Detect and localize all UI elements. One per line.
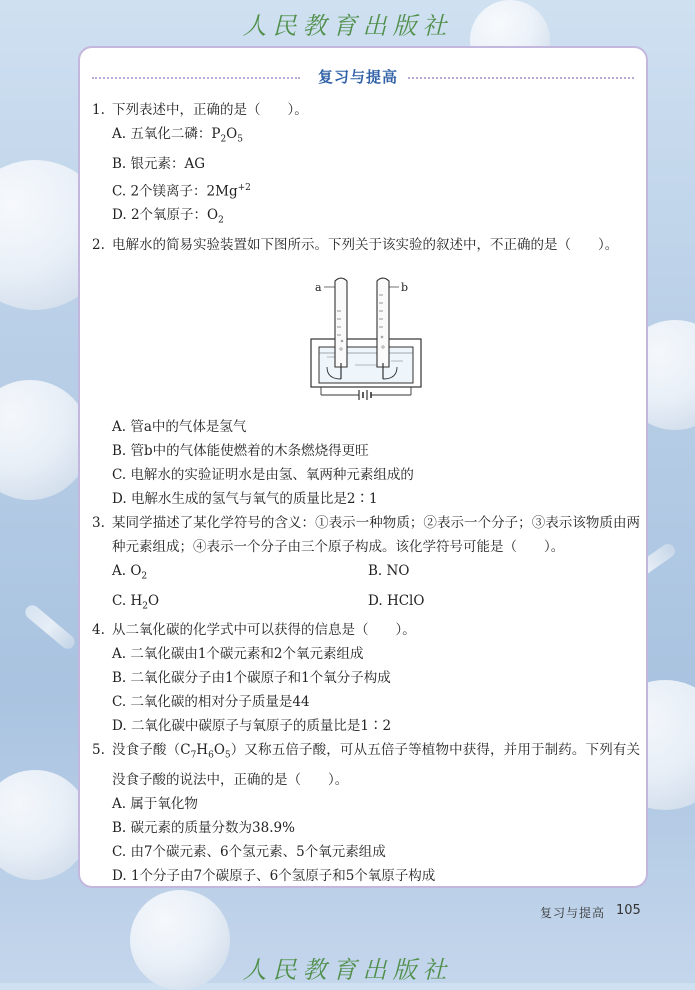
option-d: D. 电解水生成的氢气与氧气的质量比是2∶1 — [112, 490, 378, 507]
questions-list — [92, 98, 640, 888]
option-d: D. HClO — [368, 592, 425, 609]
option-b: B. 银元素：AG — [112, 155, 206, 172]
option-a: A. 二氧化碳由1个碳元素和2个氧元素组成 — [112, 646, 364, 663]
option-c: C. 电解水的实验证明水是由氢、氧两种元素组成的 — [112, 466, 414, 483]
question-stem: 没食子酸$(C_7H_6O_5)$又称五倍子酸，可从五倍子等植物中获得，并用于制药。下列有关没食子酸的说法中，正确的是（ ）。 — [112, 742, 640, 788]
option-c: C. 二氧化碳的相对分子质量是44 — [112, 694, 310, 711]
option-a: A. 属于氧化物 — [112, 795, 198, 812]
publisher-logo-bottom: 人民教育出版社 — [242, 956, 453, 984]
tube-b-label: b — [401, 280, 409, 294]
option-a: A. $O_2$ — [112, 562, 148, 582]
question-stem: 某同学描述了某化学符号的含义：①表示一种物质；②表示一个分子；③表示该物质由两种元素组成；④表示一个分子由三个原子构成。该化学符号可能是（ ）。 — [112, 514, 640, 555]
question-number: 2. — [92, 236, 105, 253]
options-row — [92, 559, 640, 589]
page-number: 105 — [616, 903, 641, 918]
tube-a-label: a — [315, 280, 322, 294]
option-b: B. 二氧化碳分子由1个碳原子和1个氧分子构成 — [112, 670, 391, 687]
footer-section-name: 复习与提高 — [540, 906, 606, 920]
question-stem: 从二氧化碳的化学式中可以获得的信息是（ ）。 — [112, 622, 416, 639]
question-5 — [92, 738, 640, 888]
header-dotted-line-left — [92, 77, 300, 79]
background-sphere — [0, 380, 90, 500]
content-card — [78, 46, 648, 888]
option-d: D. 1个分子由7个碳原子、6个氢原子和5个氧原子构成 — [112, 867, 436, 884]
background-sphere — [0, 770, 90, 880]
publisher-logo-top: 人民教育出版社 — [242, 12, 453, 40]
option-a: A. 管a中的气体是氢气 — [112, 418, 247, 435]
question-1 — [92, 98, 640, 233]
question-number: 3. — [92, 514, 105, 531]
electrolysis-apparatus-diagram — [291, 271, 441, 401]
options-row — [92, 589, 640, 619]
background-rod — [23, 602, 78, 651]
section-header — [92, 66, 634, 88]
question-stem: 电解水的简易实验装置如下图所示。下列关于该实验的叙述中，不正确的是（ ）。 — [112, 236, 619, 253]
option-d: D. 二氧化碳中碳原子与氧原子的质量比是1∶2 — [112, 718, 392, 735]
question-number: 5. — [92, 742, 105, 759]
header-dotted-line-right — [408, 77, 634, 79]
option-c: C. $H_2O$ — [112, 592, 160, 612]
question-stem: 下列表述中，正确的是（ ）。 — [112, 102, 308, 118]
option-c: C. 2个镁离子：$2Mg^{+2}$ — [112, 182, 251, 200]
question-3 — [92, 511, 640, 618]
electrolysis-apparatus-figure — [92, 257, 640, 415]
question-number: 1. — [92, 102, 105, 118]
option-b: B. 碳元素的质量分数为38.9% — [112, 819, 295, 836]
section-title: 复习与提高 — [318, 68, 399, 86]
question-2 — [92, 233, 640, 511]
option-b: B. 管b中的气体能使燃着的木条燃烧得更旺 — [112, 442, 369, 459]
option-a: A. 五氧化二磷：$P_2O_5$ — [112, 126, 243, 145]
question-4 — [92, 618, 640, 738]
option-c: C. 由7个碳元素、6个氢元素、5个氧元素组成 — [112, 843, 386, 860]
option-b: B. NO — [368, 562, 410, 579]
question-number: 4. — [92, 622, 105, 639]
option-d: D. 2个氧原子：$O_2$ — [112, 207, 224, 226]
